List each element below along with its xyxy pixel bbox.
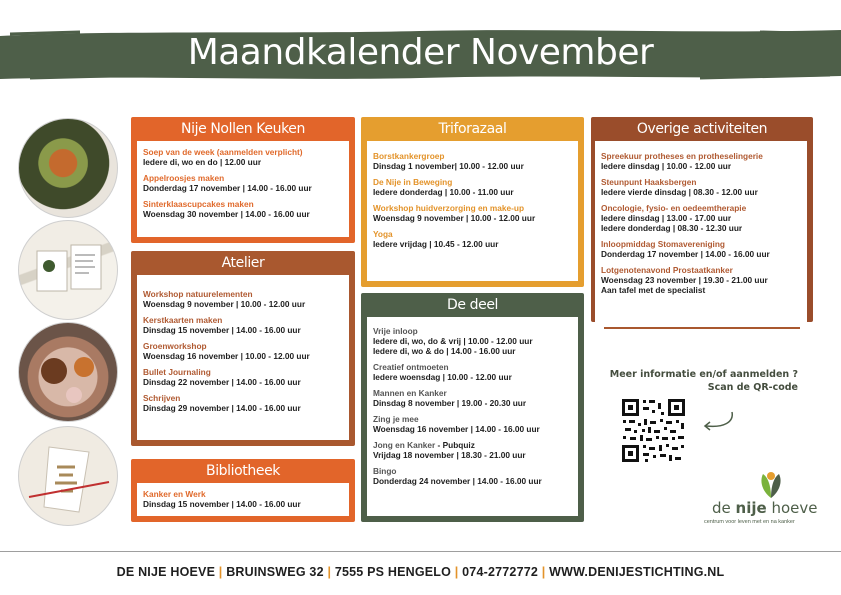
- panel-body: [137, 141, 349, 237]
- event-detail: Dinsdag 15 november | 14.00 - 16.00 uur: [143, 499, 301, 509]
- bullet-journal-photo: [18, 220, 118, 320]
- footer-separator: |: [454, 565, 459, 579]
- logo-word-nije: nije: [735, 499, 767, 517]
- panel-bibliotheek: [131, 459, 355, 522]
- event-detail: Dinsdag 22 november | 14.00 - 16.00 uur: [143, 377, 301, 387]
- footer-website[interactable]: WWW.DENIJESTICHTING.NL: [549, 565, 725, 579]
- event-title: Borstkankergroep: [373, 151, 445, 161]
- panel-title: Triforazaal: [438, 121, 507, 137]
- event-title: Vrije inloop: [373, 326, 418, 336]
- event-detail: Donderdag 17 november | 14.00 - 16.00 uur: [143, 183, 312, 193]
- event-detail: Dinsdag 15 november | 14.00 - 16.00 uur: [143, 325, 301, 335]
- event-detail: Iedere dinsdag | 10.00 - 12.00 uur: [601, 161, 732, 171]
- logo-wordmark: [712, 499, 817, 517]
- event-detail: Dinsdag 8 november | 19.00 - 20.30 uur: [373, 398, 527, 408]
- event-item: [601, 203, 801, 233]
- footer-separator: |: [327, 565, 332, 579]
- panel-nije-nollen-keuken: [131, 117, 355, 243]
- panel-body: [367, 141, 578, 281]
- event-item: [143, 147, 343, 167]
- event-detail-2: Iedere donderdag | 08.30 - 12.30 uur: [601, 223, 743, 233]
- footer-divider: [0, 551, 841, 552]
- panel-title: Overige activiteiten: [636, 121, 768, 137]
- event-item: [601, 239, 801, 259]
- panel-body: [367, 317, 578, 516]
- panel-atelier: [131, 251, 355, 446]
- event-detail-2: Iedere di, wo & do | 14.00 - 16.00 uur: [373, 346, 516, 356]
- event-title: Inloopmiddag Stomavereniging: [601, 239, 725, 249]
- event-detail: Iedere vierde dinsdag | 08.30 - 12.00 uur: [601, 187, 758, 197]
- event-title: Appelroosjes maken: [143, 173, 225, 183]
- event-title: Bingo: [373, 466, 397, 476]
- event-item: [373, 229, 572, 249]
- footer-city: 7555 PS HENGELO: [334, 565, 452, 579]
- event-item: [373, 414, 572, 434]
- event-title: Mannen en Kanker: [373, 388, 447, 398]
- journal-sketch-graphic: [19, 221, 118, 320]
- event-detail: Iedere di, wo en do | 12.00 uur: [143, 157, 262, 167]
- event-item: [373, 388, 572, 408]
- event-detail: Woensdag 9 november | 10.00 - 12.00 uur: [373, 213, 536, 223]
- panel-body: [595, 141, 807, 322]
- event-item: [143, 393, 343, 413]
- event-item: [143, 315, 343, 335]
- event-title: Oncologie, fysio- en oedeemtherapie: [601, 203, 747, 213]
- christmas-cards-photo: [18, 426, 118, 526]
- qr-code[interactable]: [620, 397, 687, 464]
- event-title: Zing je mee: [373, 414, 419, 424]
- event-detail: Dinsdag 1 november| 10.00 - 12.00 uur: [373, 161, 524, 171]
- event-item: [373, 203, 572, 223]
- logo-word-de: de: [712, 499, 736, 517]
- event-detail: Iedere vrijdag | 10.45 - 12.00 uur: [373, 239, 499, 249]
- curved-arrow-icon: [700, 408, 736, 432]
- event-item: [143, 199, 343, 219]
- event-title: [373, 440, 572, 450]
- event-detail: Woensdag 9 november | 10.00 - 12.00 uur: [143, 299, 306, 309]
- event-detail-2: Aan tafel met de specialist: [601, 285, 706, 295]
- event-title: Bullet Journaling: [143, 367, 211, 377]
- event-item: [373, 177, 572, 197]
- event-detail: Donderdag 24 november | 14.00 - 16.00 uur: [373, 476, 542, 486]
- event-title: Kerstkaarten maken: [143, 315, 223, 325]
- event-item: [143, 489, 343, 509]
- panel-title: Bibliotheek: [205, 463, 281, 479]
- event-title: Kanker en Werk: [143, 489, 206, 499]
- event-item: [373, 151, 572, 171]
- event-item: [373, 326, 572, 356]
- event-detail: Iedere donderdag | 10.00 - 11.00 uur: [373, 187, 514, 197]
- event-detail: Woensdag 16 november | 14.00 - 16.00 uur: [373, 424, 540, 434]
- event-item: [601, 151, 801, 171]
- event-title: De Nije in Beweging: [373, 177, 453, 187]
- event-item: [143, 341, 343, 361]
- divider: [604, 327, 800, 329]
- title-banner: [0, 28, 841, 82]
- christmas-card-graphic: [19, 427, 118, 526]
- footer-street: BRUINSWEG 32: [226, 565, 324, 579]
- event-item: [143, 289, 343, 309]
- footer-contact: [0, 565, 841, 579]
- panel-body: [137, 275, 349, 440]
- qr-caption-line1: Meer informatie en/of aanmelden ?: [609, 369, 798, 380]
- event-title: Spreekuur protheses en protheselingerie: [601, 151, 763, 161]
- panel-overige-activiteiten: [591, 117, 813, 322]
- event-detail: Iedere dinsdag | 13.00 - 17.00 uur: [601, 213, 732, 223]
- nije-hoeve-logo-icon: [757, 470, 785, 500]
- panel-de-deel: [361, 293, 584, 522]
- autumn-bouquet-photo: [18, 118, 118, 218]
- panel-triforazaal: [361, 117, 584, 287]
- footer-name: DE NIJE HOEVE: [116, 565, 216, 579]
- event-title: Steunpunt Haaksbergen: [601, 177, 697, 187]
- event-title: Soep van de week (aanmelden verplicht): [143, 147, 303, 157]
- event-detail: Vrijdag 18 november | 18.30 - 21.00 uur: [373, 450, 526, 460]
- event-detail: Iedere woensdag | 10.00 - 12.00 uur: [373, 372, 512, 382]
- event-item: [143, 173, 343, 193]
- footer-separator: |: [541, 565, 546, 579]
- event-title: Yoga: [373, 229, 393, 239]
- footer-separator: |: [218, 565, 223, 579]
- event-item: [373, 362, 572, 382]
- event-title: Workshop huidverzorging en make-up: [373, 203, 525, 213]
- panel-title: Atelier: [221, 255, 265, 271]
- event-detail: Woensdag 23 november | 19.30 - 21.00 uur: [601, 275, 768, 285]
- panel-title: Nije Nollen Keuken: [181, 121, 305, 137]
- event-title: Schrijven: [143, 393, 181, 403]
- cupcakes-photo: [18, 322, 118, 422]
- logo-word-hoeve: hoeve: [766, 499, 818, 517]
- logo-tagline: centrum voor leven met en na kanker: [704, 519, 795, 525]
- event-title-suffix: - Pubquiz: [435, 440, 475, 450]
- event-item: [373, 466, 572, 486]
- event-title: Workshop natuurelementen: [143, 289, 253, 299]
- event-title-main: Jong en Kanker: [373, 440, 436, 450]
- event-detail: Woensdag 16 november | 10.00 - 12.00 uur: [143, 351, 310, 361]
- event-title: Groenworkshop: [143, 341, 207, 351]
- panel-title: De deel: [446, 297, 499, 313]
- event-item: [143, 367, 343, 387]
- event-title: Creatief ontmoeten: [373, 362, 449, 372]
- event-detail: Iedere di, wo, do & vrij | 10.00 - 12.00 uur: [373, 336, 533, 346]
- event-item: [601, 265, 801, 295]
- cupcakes-graphic: [19, 323, 118, 422]
- footer-phone[interactable]: 074-2772772: [462, 565, 539, 579]
- event-item: [373, 440, 572, 460]
- page-title: Maandkalender November: [187, 32, 654, 73]
- event-detail: Donderdag 17 november | 14.00 - 16.00 uur: [601, 249, 770, 259]
- event-title: Lotgenotenavond Prostaatkanker: [601, 265, 733, 275]
- event-detail: Dinsdag 29 november | 14.00 - 16.00 uur: [143, 403, 301, 413]
- panel-body: [137, 483, 349, 516]
- event-detail: Woensdag 30 november | 14.00 - 16.00 uur: [143, 209, 310, 219]
- event-item: [601, 177, 801, 197]
- qr-caption-line2: Scan de QR-code: [707, 382, 798, 393]
- event-title: Sinterklaascupcakes maken: [143, 199, 254, 209]
- qr-caption: [598, 368, 798, 394]
